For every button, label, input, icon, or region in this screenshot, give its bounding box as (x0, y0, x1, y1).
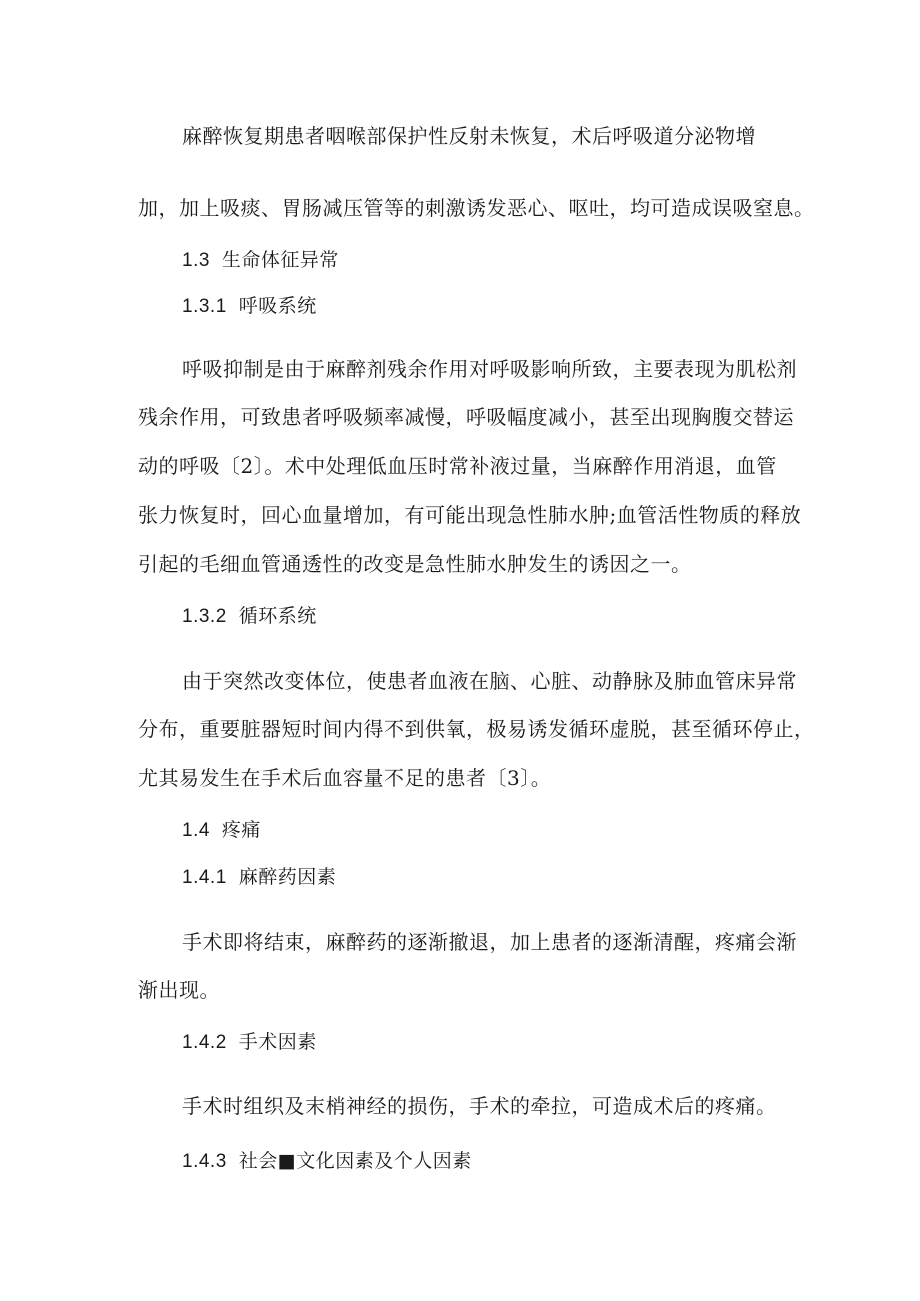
paragraph-line: 呼吸抑制是由于麻醉剂残余作用对呼吸影响所致，主要表现为肌松剂 (182, 357, 797, 381)
section-title: 生命体征异常 (221, 249, 339, 271)
section-title: 麻醉药因素 (238, 866, 337, 888)
paragraph-line: 引起的毛细血管通透性的改变是急性肺水肿发生的诱因之一。 (138, 552, 692, 576)
paragraph-line: 渐出现。 (138, 978, 220, 1002)
paragraph-line: 麻醉恢复期患者咽喉部保护性反射未恢复，术后呼吸道分泌物增 (182, 124, 756, 148)
section-title: 循环系统 (238, 605, 317, 627)
section-heading (182, 817, 261, 844)
section-number: 1.3.1 (182, 296, 227, 317)
section-heading (182, 1029, 317, 1056)
paragraph-line: 由于突然改变体位，使患者血液在脑、心脏、动静脉及肺血管床异常 (182, 669, 797, 693)
section-heading (182, 603, 317, 630)
paragraph-line: 动的呼吸〔2〕。术中处理低血压时常补液过量，当麻醉作用消退，血管 (138, 454, 777, 478)
section-heading (182, 293, 317, 320)
section-title: 疼痛 (221, 819, 261, 841)
section-heading (182, 247, 339, 274)
section-number: 1.4.2 (182, 1032, 227, 1053)
section-number: 1.4 (182, 820, 210, 841)
section-title: 呼吸系统 (238, 295, 317, 317)
section-number: 1.4.3 (182, 1151, 227, 1172)
section-number: 1.3.2 (182, 606, 227, 627)
section-heading (182, 864, 336, 891)
paragraph-line: 尤其易发生在手术后血容量不足的患者〔3〕。 (138, 766, 552, 790)
section-title: 手术因素 (238, 1031, 317, 1053)
section-heading (182, 1148, 472, 1175)
paragraph-line: 分布，重要脏器短时间内得不到供氧，极易诱发循环虚脱，甚至循环停止， (138, 717, 815, 741)
section-number: 1.4.1 (182, 867, 227, 888)
paragraph-line: 加，加上吸痰、胃肠减压管等的刺激诱发恶心、呕吐，均可造成误吸窒息。 (138, 196, 815, 220)
paragraph-line: 残余作用，可致患者呼吸频率减慢，呼吸幅度减小，甚至出现胸腹交替运 (138, 405, 794, 429)
section-title: 社会■文化因素及个人因素 (238, 1150, 472, 1172)
section-number: 1.3 (182, 250, 210, 271)
paragraph-line: 张力恢复时，回心血量增加，有可能出现急性肺水肿;血管活性物质的释放 (138, 503, 802, 527)
paragraph-line: 手术时组织及末梢神经的损伤，手术的牵拉，可造成术后的疼痛。 (182, 1094, 777, 1118)
paragraph-line: 手术即将结束，麻醉药的逐渐撤退，加上患者的逐渐清醒，疼痛会渐 (182, 930, 797, 954)
